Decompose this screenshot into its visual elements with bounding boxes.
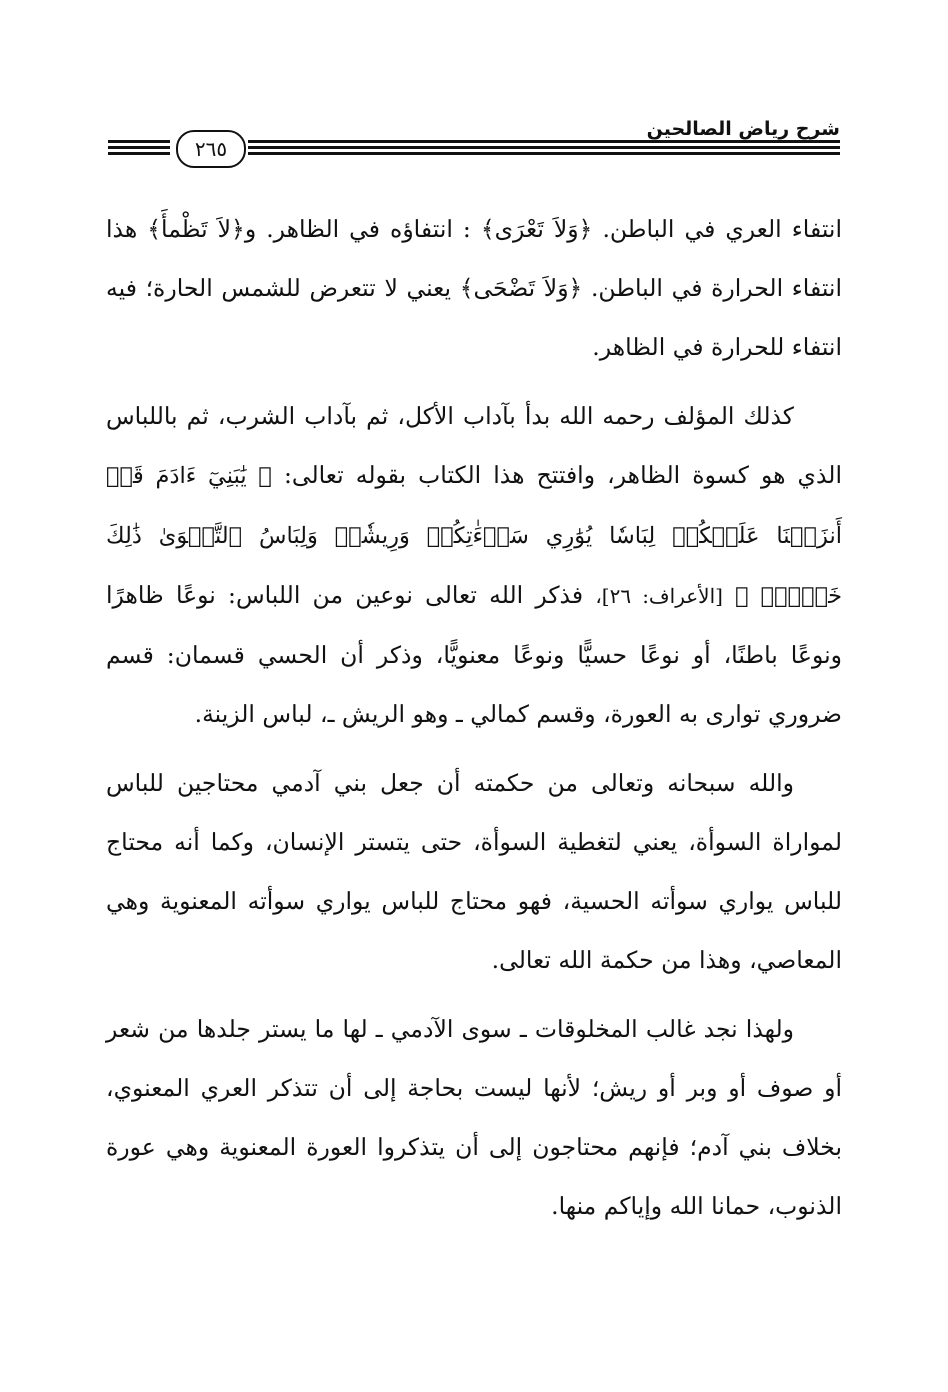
paragraph-2-body: فذكر الله تعالى نوعين من اللباس: نوعًا ظاهرًا ونوعًا باطنًا، أو نوعًا حسيًّا ونوعًا معنويًّا، وذكر أن الحسي قسمان: قسم ضروري توارى به العورة، وقسم كمالي ـ وهو الريش ـ، لباس الزينة.	[106, 581, 842, 728]
header-rule-right-top	[248, 140, 840, 143]
paragraph-2	[106, 387, 842, 744]
page-header	[108, 110, 840, 160]
verse-reference: [الأعراف: ٢٦]،	[595, 584, 723, 608]
header-rule-right-mid	[248, 146, 840, 149]
paragraph-3: والله سبحانه وتعالى من حكمته أن جعل بني آدمي محتاجين للباس لمواراة السوأة، يعني لتغطية السوأة، حتى يتستر الإنسان، وكما أنه محتاج للباس يواري سوأته الحسية، فهو محتاج للباس يواري سوأته المعنوية وهي المعاصي، وهذا من حكمة الله تعالى.	[106, 769, 842, 974]
header-rule-left-mid	[108, 146, 170, 149]
page-number: ٢٦٥	[176, 130, 246, 168]
page-body	[106, 200, 842, 1236]
book-title: شرح رياض الصالحين	[646, 118, 840, 140]
header-rule-left-top	[108, 140, 170, 143]
header-rule-left-bottom	[108, 152, 170, 155]
quran-verse: ﴿ يَٰبَنِيٓ ءَادَمَ قَدۡ أَنزَلۡنَا عَلَيۡكُمۡ لِبَاسٗا يُوَٰرِي سَوۡءَٰتِكُمۡ وَرِيشٗاۖ وَلِبَاسُ ٱلتَّقۡوَىٰ ذَٰلِكَ خَيۡرٞۚ ﴾	[106, 463, 842, 609]
paragraph-2-intro: كذلك المؤلف رحمه الله بدأ بآداب الأكل، ثم بآداب الشرب، ثم باللباس الذي هو كسوة الظاهر، وافتتح هذا الكتاب بقوله تعالى:	[106, 402, 842, 489]
paragraph-4: ولهذا نجد غالب المخلوقات ـ سوى الآدمي ـ لها ما يستر جلدها من شعر أو صوف أو وبر أو ريش؛ لأنها ليست بحاجة إلى أن تتذكر العري المعنوي، بخلاف بني آدم؛ فإنهم محتاجون إلى أن يتذكروا العورة المعنوية وهي عورة الذنوب، حمانا الله وإياكم منها.	[106, 1015, 842, 1220]
header-rule-right-bottom	[248, 152, 840, 155]
paragraph-1: انتفاء العري في الباطن. ﴿وَلاَ تَعْرَى﴾ : انتفاؤه في الظاهر. و﴿لاَ تَظْمأَ﴾ هذا انتفاء الحرارة في الباطن. ﴿وَلاَ تَضْحَى﴾ يعني لا تتعرض للشمس الحارة؛ فيه انتفاء للحرارة في الظاهر.	[106, 215, 842, 361]
